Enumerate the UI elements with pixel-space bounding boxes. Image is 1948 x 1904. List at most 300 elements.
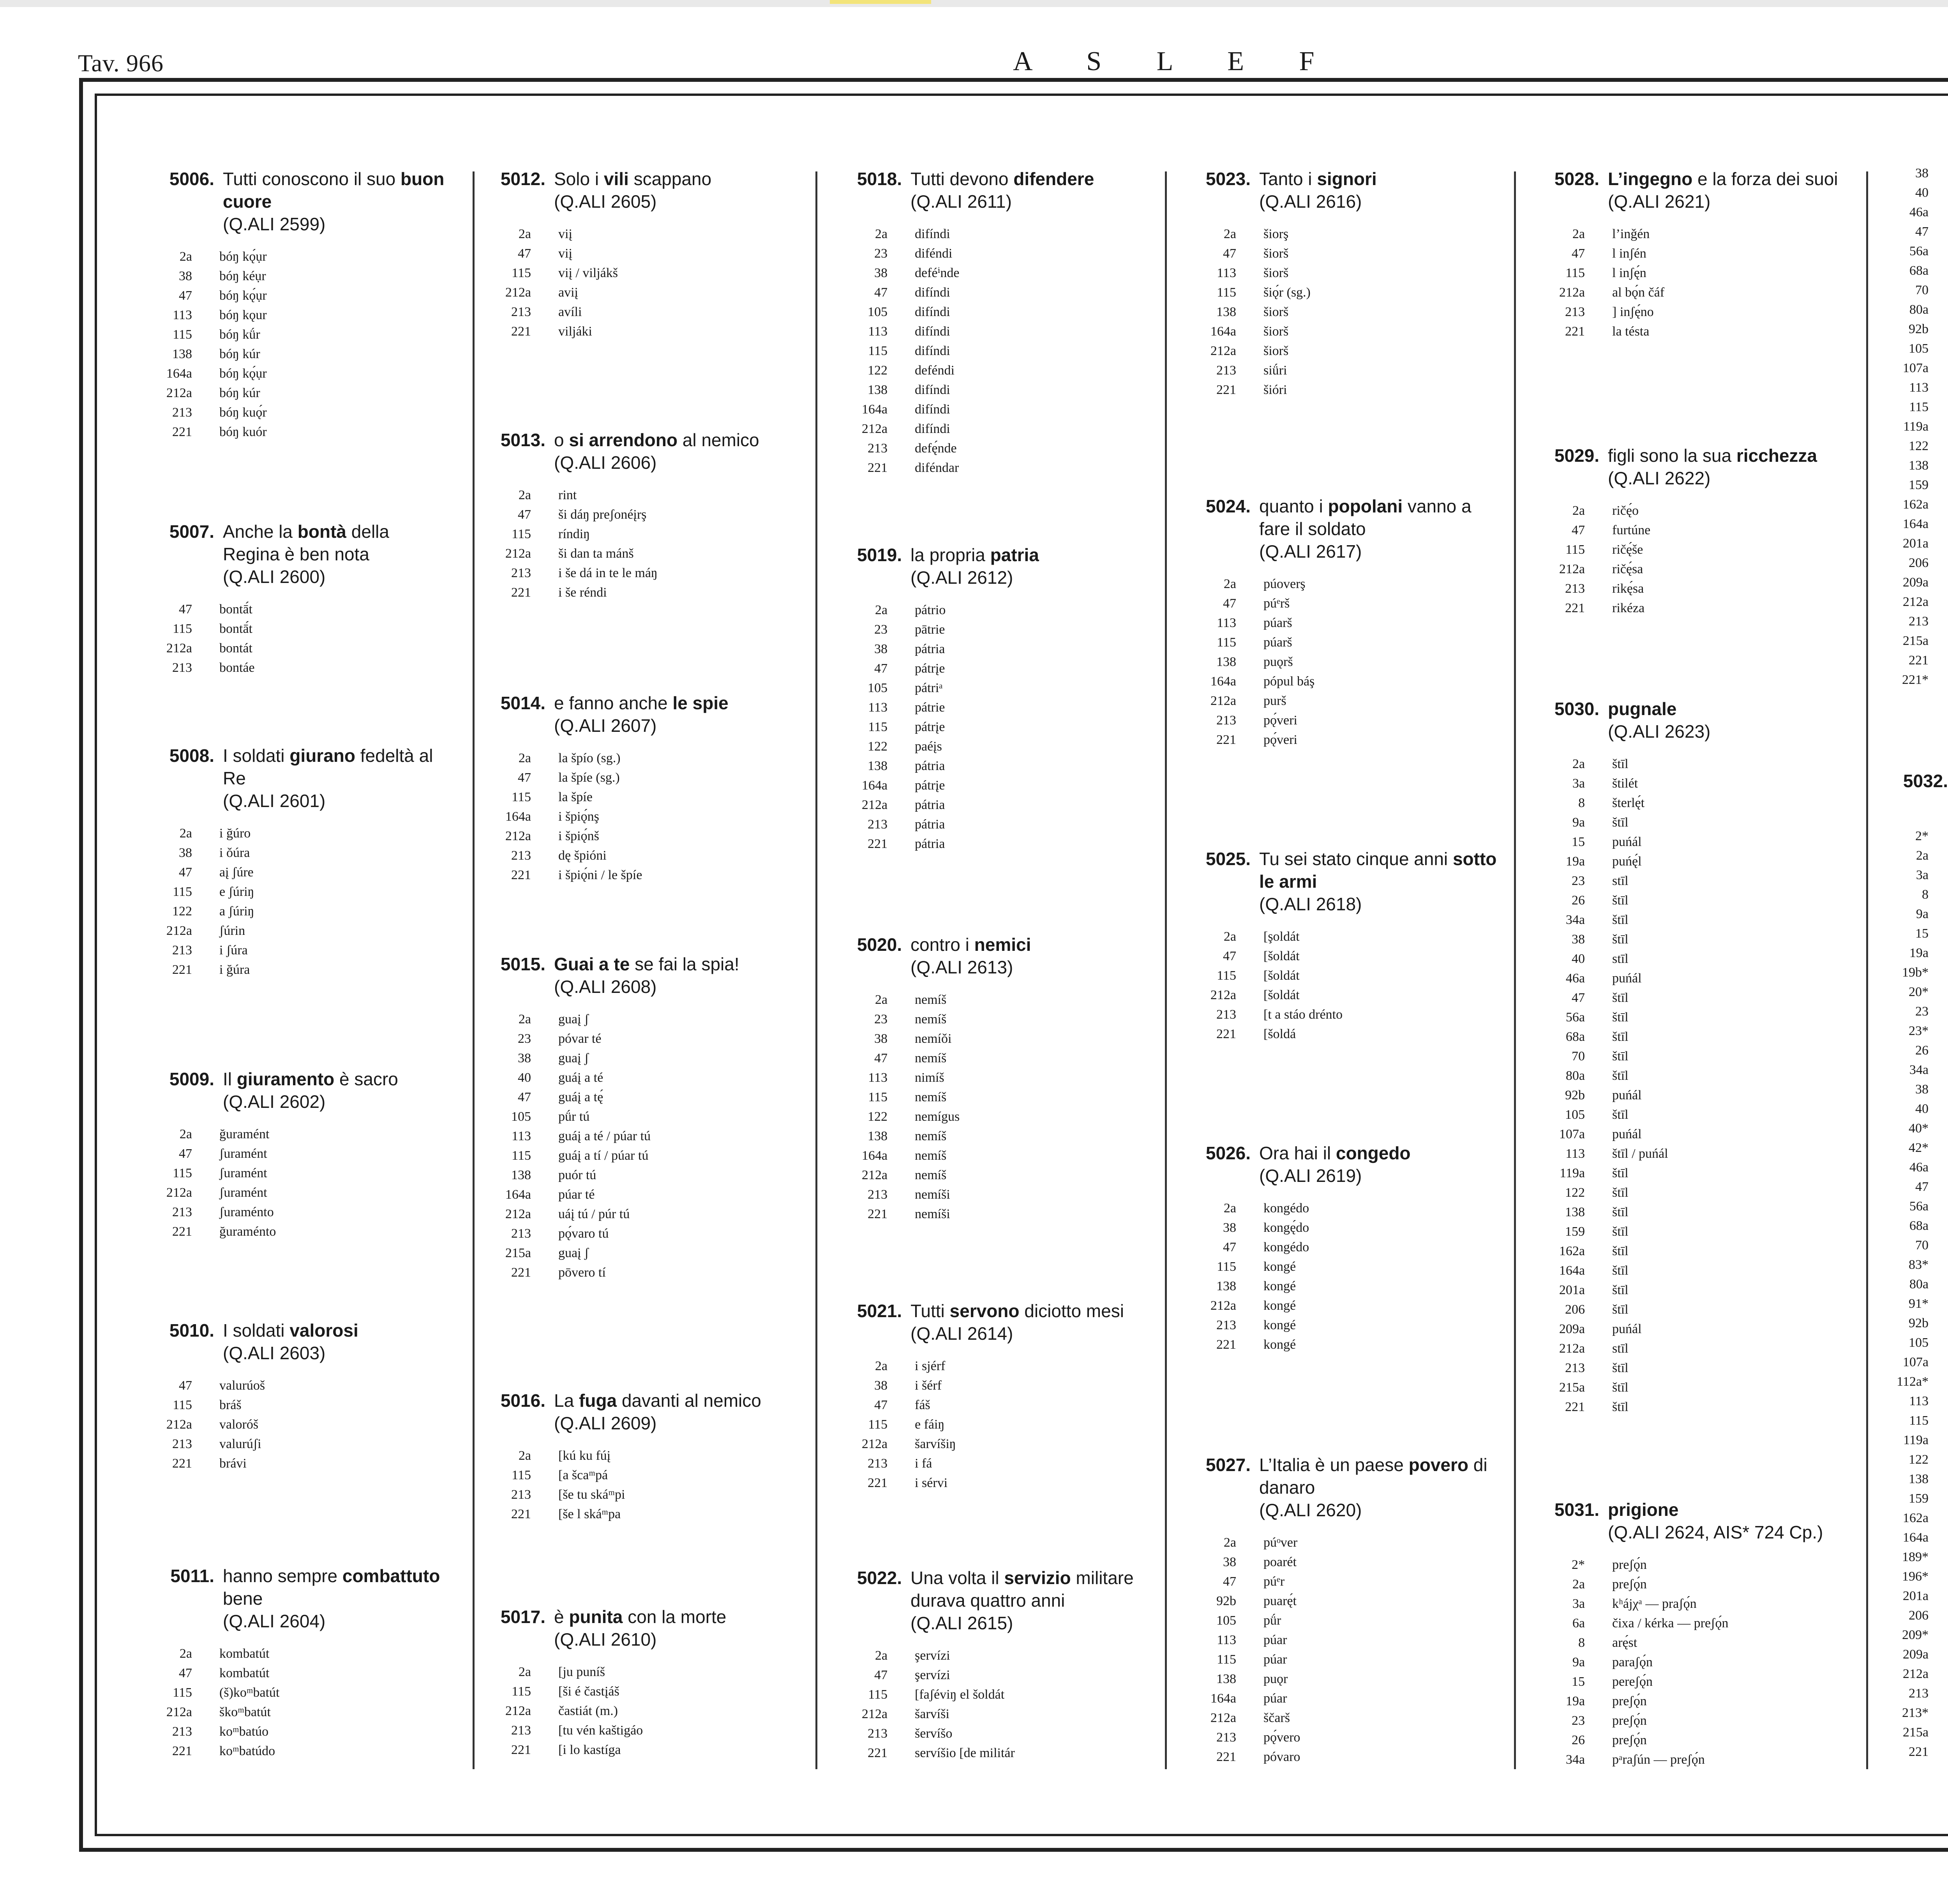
form-row [154, 1376, 450, 1395]
survey-point: 115 [1217, 285, 1236, 300]
survey-point: 209a [1902, 575, 1929, 590]
dialect-form: kongé [1263, 1279, 1296, 1293]
form-row [849, 1185, 1153, 1205]
survey-point: 113 [868, 700, 888, 715]
dialect-form: i špiǫ́nş [558, 809, 599, 824]
form-row [1198, 594, 1498, 613]
dialect-form: štīl [1612, 1263, 1629, 1278]
form-row [1198, 224, 1498, 244]
dialect-form: [še l skáᵐpa [558, 1507, 621, 1521]
survey-point: 83* [1909, 1258, 1929, 1272]
form-row [493, 263, 789, 283]
dialect-forms [1890, 827, 1948, 1762]
dialect-form: (š)koᵐbatút [219, 1685, 280, 1700]
survey-point: 23* [1909, 1024, 1929, 1038]
form-row [1890, 846, 1948, 865]
dialect-form: kongé [1263, 1318, 1296, 1332]
form-row [154, 902, 450, 921]
dialect-form: [šoldá [1263, 1027, 1296, 1041]
entry-title [1259, 848, 1498, 915]
form-row [154, 1203, 450, 1222]
form-row [1890, 1606, 1948, 1625]
dialect-form: štīl [1612, 1185, 1629, 1200]
keyword: valorosi [289, 1320, 358, 1341]
survey-point: 47 [518, 246, 531, 261]
entry [493, 429, 789, 602]
form-row [1890, 164, 1948, 183]
dialect-form: púᵉr [1263, 1574, 1285, 1589]
dialect-form: štīl [1612, 1010, 1629, 1024]
survey-point: 164a [505, 809, 531, 824]
survey-point: 2a [518, 1012, 531, 1026]
entry-title [223, 168, 450, 235]
form-row [1547, 832, 1851, 852]
survey-point: 47 [1223, 596, 1236, 611]
dialect-form: difíndi [915, 227, 950, 241]
survey-point: 40* [1909, 1121, 1929, 1136]
title-text: figli sono la sua [1608, 445, 1736, 466]
survey-point: 115 [1565, 542, 1585, 557]
survey-point: 138 [172, 347, 192, 361]
form-row [1890, 417, 1948, 436]
dialect-form: štīl [1612, 991, 1629, 1005]
form-row [154, 267, 450, 286]
form-row [1547, 910, 1851, 930]
title-text: quanto i [1259, 496, 1328, 516]
survey-point: 15 [1915, 926, 1929, 941]
dialect-forms [849, 1356, 1153, 1493]
entry-title [910, 168, 1153, 213]
form-row [1547, 540, 1851, 560]
entry-number: 5024. [1205, 496, 1251, 516]
dialect-form: i špiǫ́ni / le špíe [558, 868, 642, 882]
survey-point: 115 [173, 1398, 192, 1412]
form-row [1890, 1723, 1948, 1742]
dialect-form: nemíš [915, 1090, 947, 1104]
survey-point: 138 [1909, 1472, 1929, 1486]
survey-point: 213 [172, 1205, 192, 1219]
dialect-forms [1547, 754, 1851, 1417]
survey-point: 221 [511, 1265, 531, 1280]
survey-point: 138 [868, 1129, 888, 1143]
entry-reference: (Q.ALI 2622) [1608, 468, 1711, 488]
survey-point: 138 [1216, 655, 1236, 669]
survey-point: 115 [1217, 1259, 1236, 1274]
survey-point: 47 [179, 1378, 192, 1393]
survey-point: 2a [875, 1359, 888, 1373]
dialect-form: la špíe [558, 790, 593, 804]
dialect-form: štīl [1612, 1224, 1629, 1239]
survey-point: 212a [166, 924, 192, 938]
survey-point: 159 [1909, 478, 1929, 492]
form-row [1198, 1728, 1498, 1747]
form-row [154, 863, 450, 882]
survey-point: 56a [1909, 1199, 1929, 1213]
entry-title [910, 1300, 1153, 1345]
survey-point: 162a [1559, 1244, 1585, 1258]
survey-point: 221 [511, 868, 531, 882]
atlas-title: A S L E F [1013, 46, 1339, 76]
survey-point: 115 [868, 720, 888, 734]
survey-point: 105 [868, 681, 888, 695]
column-divider [473, 171, 475, 1769]
survey-point: 23 [874, 246, 888, 261]
survey-point: 47 [179, 1666, 192, 1680]
survey-point: 215a [1902, 634, 1929, 648]
dialect-form: e fáiŋ [915, 1417, 945, 1432]
form-row [1890, 495, 1948, 514]
survey-point: 122 [1909, 1452, 1929, 1467]
dialect-form: bóŋ kúr [219, 386, 260, 400]
entry-number: 5012. [500, 169, 545, 189]
entry-title [910, 933, 1153, 978]
survey-point: 92b [1909, 322, 1929, 336]
title-text: o [554, 430, 569, 450]
form-row [493, 1146, 789, 1166]
survey-point: 42* [1909, 1141, 1929, 1155]
survey-point: 19a [1909, 946, 1929, 960]
survey-point: 23 [1915, 1004, 1929, 1019]
dialect-form: puńál [1612, 1127, 1642, 1141]
dialect-forms [849, 1646, 1153, 1763]
entry-number: 5027. [1205, 1455, 1251, 1475]
form-row [493, 1068, 789, 1088]
form-row [493, 1721, 789, 1740]
form-row [849, 419, 1153, 439]
form-row [154, 1454, 450, 1473]
form-row [1547, 244, 1851, 263]
entry-reference: (Q.ALI 2614) [910, 1323, 1013, 1344]
form-row [1890, 553, 1948, 573]
survey-point: 212a [505, 1207, 531, 1221]
column-divider [815, 171, 817, 1769]
dialect-form: pereʃǫ́n [1612, 1674, 1653, 1689]
entry-number: 5006. [169, 169, 214, 189]
dialect-form: guáį a té / púar tú [558, 1129, 651, 1143]
survey-point: 38 [518, 1051, 531, 1065]
form-row [849, 1088, 1153, 1107]
dialect-form: [ju puníš [558, 1665, 605, 1679]
survey-point: 159 [1909, 1491, 1929, 1506]
survey-point: 213 [1216, 713, 1236, 728]
survey-point: 40 [1915, 185, 1929, 200]
dialect-forms [154, 1376, 450, 1473]
form-row [1890, 1528, 1948, 1547]
dialect-form: uáį tú / púr tú [558, 1207, 630, 1221]
form-row [154, 658, 450, 678]
form-row [1547, 1261, 1851, 1281]
survey-point: 138 [1216, 1279, 1236, 1293]
entry-title [554, 692, 789, 737]
form-row [493, 768, 789, 788]
form-row [1198, 1316, 1498, 1335]
form-row [1890, 1431, 1948, 1450]
entry-reference: (Q.ALI 2624, AIS* 724 Cp.) [1608, 1522, 1823, 1542]
dialect-form: i ʃúra [219, 943, 248, 957]
survey-point: 164a [1210, 674, 1236, 689]
survey-point: 115 [1217, 968, 1236, 983]
dialect-form: pátria [915, 798, 945, 812]
survey-point: 212a [505, 1704, 531, 1718]
entry-number: 5010. [169, 1320, 214, 1341]
form-row [849, 795, 1153, 815]
entry [154, 744, 450, 980]
dialect-form: valurúoš [219, 1378, 265, 1393]
form-row [493, 788, 789, 807]
entry-number: 5016. [500, 1390, 545, 1411]
survey-point: 80a [1565, 1069, 1585, 1083]
dialect-form: nemíši [915, 1187, 950, 1202]
survey-point: 206 [1909, 1608, 1929, 1623]
survey-point: 38 [874, 642, 888, 656]
form-row [493, 1166, 789, 1185]
form-row [493, 283, 789, 302]
dialect-form: difíndi [915, 422, 950, 436]
dialect-form: i ğúro [219, 826, 251, 841]
dialect-form: pǘr tú [558, 1109, 590, 1124]
entry-title [223, 1565, 450, 1632]
survey-point: 138 [1216, 305, 1236, 319]
form-row [1547, 322, 1851, 341]
title-text: diciotto mesi [1019, 1301, 1124, 1321]
keyword: servono [949, 1301, 1020, 1321]
dialect-form: štīl [1612, 1205, 1629, 1219]
dialect-form: štīl [1612, 893, 1629, 908]
dialect-form: [faʃéviŋ el šoldát [915, 1687, 1005, 1702]
form-row [493, 1107, 789, 1127]
survey-point: 213 [172, 943, 192, 957]
form-row [1890, 1703, 1948, 1723]
entry [154, 168, 450, 442]
form-row [1198, 652, 1498, 672]
dialect-form: ši dáŋ preʃonéįrş [558, 507, 647, 522]
form-row [1547, 930, 1851, 949]
dialect-form: i ğúra [219, 963, 250, 977]
survey-point: 115 [173, 1166, 192, 1180]
entry-reference: (Q.ALI 2603) [223, 1343, 326, 1363]
keyword: pugnale [1608, 699, 1677, 719]
form-row [849, 1434, 1153, 1454]
form-row [1890, 378, 1948, 397]
survey-point: 119a [1903, 1433, 1929, 1447]
form-row [1198, 730, 1498, 750]
dialect-forms [154, 600, 450, 678]
survey-point: 221 [1909, 1745, 1929, 1759]
dialect-form: častiát (m.) [558, 1704, 618, 1718]
form-row [1890, 534, 1948, 553]
form-row [1198, 1630, 1498, 1650]
dialect-form: defę́nde [915, 441, 957, 456]
survey-point: 221 [1216, 733, 1236, 747]
form-row [493, 525, 789, 544]
entry-number: 5011. [170, 1566, 214, 1586]
survey-point: 105 [1909, 341, 1929, 356]
survey-point: 213 [1216, 1007, 1236, 1022]
form-row [849, 1205, 1153, 1224]
form-row [1890, 320, 1948, 339]
form-row [849, 224, 1153, 244]
dialect-form: bontā́t [219, 602, 252, 616]
survey-point: 113 [1217, 1633, 1236, 1647]
dialect-form: dę špióni [558, 848, 607, 863]
form-row [1547, 1555, 1851, 1575]
dialect-form: bóŋ kǘr [219, 327, 260, 342]
form-row [1890, 1236, 1948, 1255]
entry-number: 5032. [1903, 771, 1948, 791]
dialect-form: púarš [1263, 616, 1292, 630]
dialect-forms [493, 486, 789, 602]
entry-number: 5029. [1554, 445, 1599, 466]
entry [1890, 770, 1948, 1762]
dialect-form: póvar té [558, 1031, 602, 1046]
title-text: è sacro [334, 1069, 398, 1089]
dialect-form: pátrįe [915, 720, 945, 734]
form-row [1547, 1594, 1851, 1614]
form-row [1547, 813, 1851, 832]
dialect-form: kongé [1263, 1259, 1296, 1274]
form-row [1198, 1296, 1498, 1316]
survey-point: 119a [1560, 1166, 1585, 1180]
form-row [1890, 1508, 1948, 1528]
dialect-form: nemíši [915, 1207, 950, 1221]
survey-point: 221 [511, 585, 531, 600]
dialect-form: diféndar [915, 461, 959, 475]
dialect-form: kombatút [219, 1646, 270, 1661]
dialect-form: bóŋ kéụr [219, 269, 266, 283]
entry-number: 5020. [857, 934, 902, 955]
dialect-form: bóŋ kǫ́ụr [219, 366, 267, 381]
form-row [493, 807, 789, 827]
survey-point: 212a [861, 798, 888, 812]
form-row [1547, 521, 1851, 540]
form-row [1890, 1547, 1948, 1567]
form-row [1890, 397, 1948, 417]
dialect-form: şervízi [915, 1668, 950, 1682]
scan-tape-mark [830, 0, 931, 4]
survey-point: 2a [179, 1646, 192, 1661]
dialect-form: bontát [219, 641, 252, 655]
keyword: servizio [1004, 1568, 1071, 1588]
survey-point: 115 [512, 266, 531, 280]
dialect-form: šiorš [1263, 305, 1289, 319]
dialect-form: [tu vén kaštigáo [558, 1723, 643, 1738]
survey-point: 119a [1903, 419, 1929, 434]
form-row [1547, 1633, 1851, 1653]
dialect-form: nemíš [915, 1168, 947, 1182]
title-text: Una volta il [910, 1568, 1004, 1588]
dialect-form: difíndi [915, 305, 950, 319]
dialect-form: ] inʃę́no [1612, 305, 1654, 319]
survey-point: 164a [1559, 1263, 1585, 1278]
survey-point: 2a [1223, 1535, 1236, 1550]
dialect-form: čixa / kérka — preʃǫ́n [1612, 1616, 1729, 1630]
form-row [1198, 1669, 1498, 1689]
form-row [493, 1446, 789, 1466]
dialect-form: i še réndi [558, 585, 607, 600]
dialect-form: puńál [1612, 1322, 1642, 1336]
survey-point: 215a [1902, 1725, 1929, 1740]
survey-point: 215a [505, 1246, 531, 1260]
entry-number: 5028. [1554, 169, 1599, 189]
form-row [1890, 475, 1948, 495]
survey-point: 34a [1909, 1063, 1929, 1077]
form-row [1198, 1591, 1498, 1611]
survey-point: 138 [1216, 1672, 1236, 1686]
dialect-form: pátria [915, 642, 945, 656]
survey-point: 20* [1909, 985, 1929, 999]
entry [849, 168, 1153, 478]
form-row [1547, 1047, 1851, 1066]
form-row [849, 263, 1153, 283]
survey-point: 70 [1915, 1238, 1929, 1252]
keyword: signori [1317, 169, 1377, 189]
survey-point: 56a [1565, 1010, 1585, 1024]
form-row [1198, 1335, 1498, 1355]
form-row [1198, 1218, 1498, 1238]
survey-point: 115 [1909, 400, 1929, 414]
dialect-form: ričę́sa [1612, 562, 1643, 576]
form-row [849, 756, 1153, 776]
dialect-form: štīl [1612, 1380, 1629, 1395]
dialect-form: guaį ʃ [558, 1051, 589, 1065]
survey-point: 212a [1902, 1667, 1929, 1681]
survey-point: 113 [1909, 1394, 1929, 1408]
dialect-form: bontā́t [219, 622, 252, 636]
form-row [849, 601, 1153, 620]
dialect-form: difíndi [915, 344, 950, 358]
survey-point: 2a [518, 751, 531, 765]
keyword: difendere [1013, 169, 1094, 189]
entry [493, 168, 789, 341]
survey-point: 221 [511, 1507, 531, 1521]
survey-point: 68a [1909, 1219, 1929, 1233]
form-row [1890, 1450, 1948, 1470]
survey-point: 19a [1565, 1694, 1585, 1708]
form-row [1547, 1358, 1851, 1378]
entry-number: 5018. [857, 169, 902, 189]
form-row [849, 439, 1153, 458]
dialect-form: púar [1263, 1691, 1287, 1706]
form-row [1198, 380, 1498, 400]
form-row [1547, 599, 1851, 618]
survey-point: 115 [512, 527, 531, 541]
survey-point: 213 [511, 566, 531, 580]
dialect-form: púoverş [1263, 577, 1306, 591]
form-row [493, 544, 789, 563]
survey-point: 47 [874, 1051, 888, 1065]
form-row [1890, 1489, 1948, 1508]
survey-point: 212a [861, 1168, 888, 1182]
entry-title [554, 1389, 789, 1434]
dialect-form: štīl [1612, 1283, 1629, 1297]
survey-point: 213 [511, 1723, 531, 1738]
survey-point: 115 [512, 790, 531, 804]
survey-point: 213 [511, 1487, 531, 1502]
dialect-forms [1547, 501, 1851, 618]
survey-point: 138 [1909, 458, 1929, 473]
survey-point: 2a [1223, 929, 1236, 944]
entry [849, 544, 1153, 854]
survey-point: 38 [874, 266, 888, 280]
dialect-form: i sérvi [915, 1476, 948, 1490]
survey-point: 164a [861, 1148, 888, 1163]
entry-number: 5014. [500, 693, 545, 713]
form-row [154, 1664, 450, 1683]
survey-point: 201a [1559, 1283, 1585, 1297]
survey-point: 107a [1559, 1127, 1585, 1141]
keyword: giurano [289, 745, 355, 766]
entry-reference: (Q.ALI 2615) [910, 1613, 1013, 1633]
